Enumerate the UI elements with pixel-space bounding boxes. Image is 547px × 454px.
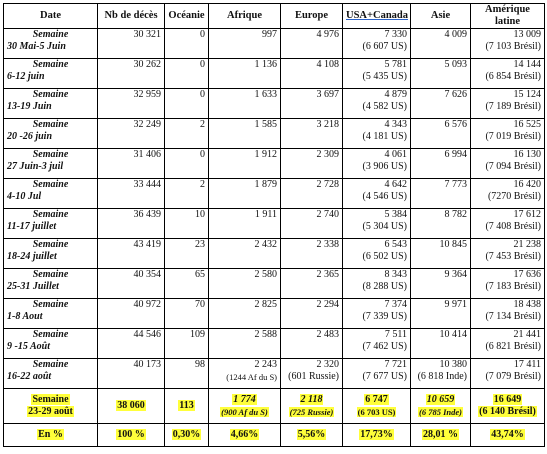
- date-cell: [4, 119, 98, 149]
- usa-canada-cell: [343, 239, 411, 269]
- oceanie-cell-value: 0: [200, 149, 205, 160]
- amerique-latine-cell-detail: (7 408 Brésil): [485, 221, 541, 232]
- amerique-latine-cell-detail: (7 079 Brésil): [485, 371, 541, 382]
- afrique-cell: [209, 149, 281, 179]
- percent-asie: [411, 424, 471, 447]
- amerique-latine-cell: [471, 239, 545, 269]
- table-row: [4, 269, 545, 299]
- header-oceanie: Océanie: [165, 4, 209, 29]
- amerique-latine-cell-detail: (7 189 Brésil): [485, 101, 541, 112]
- afrique-cell-value: 2 243: [254, 359, 277, 370]
- header-afrique: Afrique: [209, 4, 281, 29]
- europe-cell: [281, 269, 343, 299]
- asie-cell: [411, 239, 471, 269]
- table-body: [4, 29, 545, 447]
- asie-cell: [411, 119, 471, 149]
- percent-asie-value: 28,01 %: [423, 429, 458, 440]
- usa-canada-cell: [343, 149, 411, 179]
- table-row: [4, 59, 545, 89]
- usa-canada-cell-detail: (6 607 US): [362, 41, 407, 52]
- deaths-cell-value: 36 439: [133, 209, 161, 220]
- oceanie-cell-value: 2: [200, 119, 205, 130]
- asie-cell: [411, 329, 471, 359]
- usa-canada-cell: [343, 299, 411, 329]
- summary-oceanie-value: 113: [179, 400, 194, 411]
- table-row: [4, 239, 545, 269]
- summary-date-line2: 23-29 août: [28, 406, 73, 417]
- deaths-cell-value: 43 419: [133, 239, 161, 250]
- usa-canada-cell-value: 4 642: [384, 179, 407, 190]
- date-cell: [4, 89, 98, 119]
- summary-afrique: [209, 389, 281, 424]
- usa-canada-cell-value: 7 330: [384, 29, 407, 40]
- amerique-latine-cell: [471, 89, 545, 119]
- table-row: [4, 359, 545, 389]
- usa-canada-cell: [343, 29, 411, 59]
- deaths-cell-value: 32 959: [133, 89, 161, 100]
- date-cell-detail: 11-17 juillet: [7, 221, 57, 232]
- amerique-latine-cell: [471, 359, 545, 389]
- date-cell: [4, 269, 98, 299]
- summary-europe-value: 2 118: [300, 393, 323, 405]
- deaths-cell: [98, 89, 165, 119]
- asie-cell-value: 6 994: [444, 149, 467, 160]
- date-cell: [4, 29, 98, 59]
- europe-cell-value: 2 320: [316, 359, 339, 370]
- oceanie-cell: [165, 59, 209, 89]
- table-row: [4, 329, 545, 359]
- oceanie-cell: [165, 209, 209, 239]
- usa-canada-cell: [343, 359, 411, 389]
- header-amerique-latine: Amérique latine: [471, 4, 545, 29]
- afrique-cell-value: 2 432: [254, 239, 277, 250]
- summary-usa-value: 6 747: [365, 393, 388, 405]
- amerique-latine-cell-detail: (7 094 Brésil): [485, 161, 541, 172]
- date-cell: [4, 329, 98, 359]
- summary-asie: [411, 389, 471, 424]
- deaths-cell: [98, 269, 165, 299]
- afrique-cell-value: 1 912: [254, 149, 277, 160]
- europe-cell: [281, 359, 343, 389]
- europe-cell: [281, 149, 343, 179]
- amerique-latine-cell-value: 16 525: [513, 119, 541, 130]
- oceanie-cell: [165, 239, 209, 269]
- usa-canada-cell-value: 4 879: [384, 89, 407, 100]
- europe-cell-value: 2 728: [316, 179, 339, 190]
- amerique-latine-cell-detail: (7 134 Brésil): [485, 311, 541, 322]
- percent-label-text: En %: [38, 429, 63, 440]
- asie-cell-value: 4 009: [444, 29, 467, 40]
- usa-canada-cell-detail: (7 339 US): [362, 311, 407, 322]
- afrique-cell-value: 2 825: [254, 299, 277, 310]
- asie-cell-value: 9 971: [444, 299, 467, 310]
- date-cell-detail: 13-19 Juin: [7, 101, 52, 112]
- percent-afrique: [209, 424, 281, 447]
- summary-afrique-detail: (900 Af du S): [221, 406, 268, 417]
- date-cell-value: Semaine: [32, 59, 69, 70]
- europe-cell: [281, 209, 343, 239]
- usa-canada-cell-detail: (4 582 US): [362, 101, 407, 112]
- date-cell-value: Semaine: [32, 359, 69, 370]
- afrique-cell: [209, 59, 281, 89]
- date-cell: [4, 179, 98, 209]
- usa-canada-cell-value: 5 384: [384, 209, 407, 220]
- summary-asie-value: 10 659: [426, 393, 455, 405]
- asie-cell-value: 6 576: [444, 119, 467, 130]
- usa-canada-cell: [343, 59, 411, 89]
- oceanie-cell-value: 10: [195, 209, 205, 220]
- asie-cell: [411, 179, 471, 209]
- oceanie-cell-value: 0: [200, 89, 205, 100]
- usa-canada-cell-value: 4 343: [384, 119, 407, 130]
- deaths-cell: [98, 29, 165, 59]
- asie-cell-value: 7 773: [444, 179, 467, 190]
- usa-canada-cell-detail: (7 677 US): [362, 371, 407, 382]
- usa-canada-cell: [343, 89, 411, 119]
- amerique-latine-cell-detail: (7 183 Brésil): [485, 281, 541, 292]
- afrique-cell: [209, 269, 281, 299]
- deaths-cell-value: 30 321: [133, 29, 161, 40]
- percent-label: [4, 424, 98, 447]
- date-cell-detail: 27 Juin-3 juil: [7, 161, 64, 172]
- deaths-cell: [98, 119, 165, 149]
- header-asie: Asie: [411, 4, 471, 29]
- afrique-cell: [209, 209, 281, 239]
- date-cell-value: Semaine: [32, 209, 69, 220]
- amerique-latine-cell-value: 16 130: [513, 149, 541, 160]
- usa-canada-cell: [343, 179, 411, 209]
- afrique-cell-value: 1 136: [254, 59, 277, 70]
- deaths-cell-value: 30 262: [133, 59, 161, 70]
- amerique-latine-cell-detail: (7270 Brésil): [487, 191, 541, 202]
- amerique-latine-cell-detail: (6 821 Brésil): [485, 341, 541, 352]
- date-cell-detail: 30 Mai-5 Juin: [7, 41, 66, 52]
- header-usa-canada: [343, 4, 411, 29]
- usa-canada-cell-value: 5 781: [384, 59, 407, 70]
- oceanie-cell: [165, 299, 209, 329]
- amerique-latine-cell: [471, 29, 545, 59]
- date-cell-detail: 6-12 juin: [7, 71, 45, 82]
- percent-europe-value: 5,56%: [297, 429, 326, 440]
- afrique-cell-value: 997: [262, 29, 277, 40]
- europe-cell: [281, 239, 343, 269]
- date-cell-value: Semaine: [32, 239, 69, 250]
- header-row: [4, 4, 545, 29]
- amerique-latine-cell-value: 13 009: [513, 29, 541, 40]
- summary-latine-value: 16 649: [493, 394, 522, 405]
- date-cell: [4, 149, 98, 179]
- amerique-latine-cell-detail: (7 019 Brésil): [485, 131, 541, 142]
- date-cell-detail: 25-31 Juillet: [7, 281, 59, 292]
- deaths-cell-value: 31 406: [133, 149, 161, 160]
- afrique-cell: [209, 359, 281, 389]
- amerique-latine-cell-value: 17 612: [513, 209, 541, 220]
- summary-amerique-latine: [471, 389, 545, 424]
- usa-canada-cell-detail: (4 181 US): [362, 131, 407, 142]
- usa-canada-cell-detail: (6 502 US): [362, 251, 407, 262]
- summary-usa-detail: (6 703 US): [357, 406, 396, 417]
- date-cell-detail: 18-24 juillet: [7, 251, 57, 262]
- summary-europe: [281, 389, 343, 424]
- deaths-cell: [98, 59, 165, 89]
- percent-oceanie: [165, 424, 209, 447]
- date-cell-value: Semaine: [32, 29, 69, 40]
- asie-cell: [411, 209, 471, 239]
- usa-canada-cell-detail: (4 546 US): [362, 191, 407, 202]
- date-cell-detail: 16-22 août: [7, 371, 52, 382]
- summary-usa-canada: [343, 389, 411, 424]
- usa-canada-cell-value: 8 343: [384, 269, 407, 280]
- date-cell-detail: 1-8 Aout: [7, 311, 43, 322]
- usa-canada-cell: [343, 269, 411, 299]
- summary-afrique-value: 1 774: [233, 393, 256, 405]
- oceanie-cell-value: 65: [195, 269, 205, 280]
- asie-cell: [411, 29, 471, 59]
- europe-cell-detail: (601 Russie): [288, 371, 339, 382]
- europe-cell: [281, 89, 343, 119]
- usa-canada-cell-detail: (5 435 US): [362, 71, 407, 82]
- oceanie-cell-value: 70: [195, 299, 205, 310]
- date-cell-value: Semaine: [32, 329, 69, 340]
- date-cell: [4, 359, 98, 389]
- europe-cell: [281, 179, 343, 209]
- usa-canada-cell-value: 7 721: [384, 359, 407, 370]
- europe-cell: [281, 59, 343, 89]
- europe-cell: [281, 329, 343, 359]
- deaths-cell-value: 40 972: [133, 299, 161, 310]
- deaths-cell: [98, 299, 165, 329]
- table-row: [4, 119, 545, 149]
- afrique-cell: [209, 89, 281, 119]
- afrique-cell-value: 1 911: [254, 209, 277, 220]
- usa-canada-cell-value: 7 374: [384, 299, 407, 310]
- percent-afrique-value: 4,66%: [230, 429, 259, 440]
- summary-asie-detail: (6 785 Inde): [419, 406, 462, 417]
- date-cell-value: Semaine: [32, 149, 69, 160]
- oceanie-cell-value: 0: [200, 59, 205, 70]
- summary-latine-detail: (6 140 Brésil): [479, 406, 536, 417]
- europe-cell-value: 3 697: [316, 89, 339, 100]
- summary-deaths: [98, 389, 165, 424]
- oceanie-cell: [165, 119, 209, 149]
- deaths-cell: [98, 209, 165, 239]
- oceanie-cell: [165, 89, 209, 119]
- usa-canada-cell-value: 7 511: [384, 329, 407, 340]
- deaths-cell-value: 40 354: [133, 269, 161, 280]
- usa-canada-cell-detail: (7 462 US): [362, 341, 407, 352]
- europe-cell-value: 2 338: [316, 239, 339, 250]
- date-cell: [4, 299, 98, 329]
- table-row: [4, 209, 545, 239]
- table-row: [4, 149, 545, 179]
- asie-cell-detail: (6 818 Inde): [417, 371, 467, 382]
- asie-cell-value: 7 626: [444, 89, 467, 100]
- deaths-cell: [98, 329, 165, 359]
- deaths-cell: [98, 239, 165, 269]
- afrique-cell-value: 1 633: [254, 89, 277, 100]
- oceanie-cell-value: 2: [200, 179, 205, 190]
- percent-row: [4, 424, 545, 447]
- asie-cell-value: 8 782: [444, 209, 467, 220]
- europe-cell-value: 4 108: [316, 59, 339, 70]
- header-usa-canada-label: USA+Canada: [346, 10, 409, 21]
- percent-latine-value: 43,74%: [491, 429, 524, 440]
- deaths-cell-value: 44 546: [133, 329, 161, 340]
- afrique-cell-detail: (1244 Af du S): [226, 372, 277, 382]
- oceanie-cell: [165, 29, 209, 59]
- amerique-latine-cell-detail: (7 103 Brésil): [485, 41, 541, 52]
- asie-cell: [411, 359, 471, 389]
- summary-deaths-value: 38 060: [117, 400, 145, 411]
- asie-cell-value: 10 380: [439, 359, 467, 370]
- europe-cell-value: 2 309: [316, 149, 339, 160]
- oceanie-cell-value: 98: [195, 359, 205, 370]
- percent-usa-canada: [343, 424, 411, 447]
- deaths-cell-value: 33 444: [133, 179, 161, 190]
- amerique-latine-cell-value: 18 438: [513, 299, 541, 310]
- afrique-cell-value: 2 588: [254, 329, 277, 340]
- europe-cell-value: 2 740: [316, 209, 339, 220]
- oceanie-cell-value: 109: [190, 329, 205, 340]
- oceanie-cell: [165, 149, 209, 179]
- oceanie-cell: [165, 269, 209, 299]
- percent-deaths-value: 100 %: [117, 429, 145, 440]
- afrique-cell: [209, 29, 281, 59]
- usa-canada-cell-detail: (3 906 US): [362, 161, 407, 172]
- deaths-cell-value: 32 249: [133, 119, 161, 130]
- afrique-cell-value: 1 879: [254, 179, 277, 190]
- amerique-latine-cell-detail: (6 854 Brésil): [485, 71, 541, 82]
- usa-canada-cell: [343, 209, 411, 239]
- deaths-cell: [98, 149, 165, 179]
- amerique-latine-cell-value: 14 144: [513, 59, 541, 70]
- usa-canada-cell-detail: (8 288 US): [362, 281, 407, 292]
- usa-canada-cell: [343, 329, 411, 359]
- europe-cell-value: 2 483: [316, 329, 339, 340]
- percent-deaths: [98, 424, 165, 447]
- summary-date-cell: [4, 389, 98, 424]
- amerique-latine-cell-value: 17 411: [513, 359, 541, 370]
- date-cell-value: Semaine: [32, 179, 69, 190]
- date-cell-detail: 20 -26 juin: [7, 131, 53, 142]
- oceanie-cell: [165, 329, 209, 359]
- date-cell-value: Semaine: [32, 89, 69, 100]
- amerique-latine-cell: [471, 119, 545, 149]
- amerique-latine-cell-value: 21 441: [513, 329, 541, 340]
- amerique-latine-cell-value: 15 124: [513, 89, 541, 100]
- table-row: [4, 29, 545, 59]
- oceanie-cell: [165, 179, 209, 209]
- oceanie-cell: [165, 359, 209, 389]
- amerique-latine-cell-detail: (7 453 Brésil): [485, 251, 541, 262]
- asie-cell-value: 9 364: [444, 269, 467, 280]
- date-cell: [4, 209, 98, 239]
- date-cell-detail: 4-10 Jul: [7, 191, 42, 202]
- header-europe: Europe: [281, 4, 343, 29]
- date-cell-detail: 9 -15 Août: [7, 341, 50, 352]
- usa-canada-cell-value: 6 543: [384, 239, 407, 250]
- afrique-cell: [209, 329, 281, 359]
- table-row: [4, 89, 545, 119]
- europe-cell: [281, 119, 343, 149]
- table-row: [4, 179, 545, 209]
- afrique-cell: [209, 119, 281, 149]
- summary-europe-detail: (725 Russie): [289, 406, 334, 417]
- europe-cell: [281, 29, 343, 59]
- deaths-cell: [98, 179, 165, 209]
- date-cell-value: Semaine: [32, 119, 69, 130]
- amerique-latine-cell-value: 16 420: [513, 179, 541, 190]
- date-cell-value: Semaine: [32, 299, 69, 310]
- afrique-cell-value: 1 585: [254, 119, 277, 130]
- deaths-by-region-table: [3, 3, 545, 447]
- usa-canada-cell: [343, 119, 411, 149]
- asie-cell: [411, 269, 471, 299]
- asie-cell: [411, 89, 471, 119]
- percent-usa-value: 17,73%: [360, 429, 393, 440]
- europe-cell-value: 2 365: [316, 269, 339, 280]
- oceanie-cell-value: 23: [195, 239, 205, 250]
- amerique-latine-cell: [471, 269, 545, 299]
- table-row: [4, 299, 545, 329]
- europe-cell-value: 3 218: [316, 119, 339, 130]
- percent-amerique-latine: [471, 424, 545, 447]
- header-deaths: Nb de décès: [98, 4, 165, 29]
- asie-cell-value: 5 093: [444, 59, 467, 70]
- amerique-latine-cell: [471, 179, 545, 209]
- amerique-latine-cell: [471, 149, 545, 179]
- europe-cell: [281, 299, 343, 329]
- amerique-latine-cell-value: 21 238: [513, 239, 541, 250]
- summary-row: [4, 389, 545, 424]
- amerique-latine-cell: [471, 59, 545, 89]
- asie-cell-value: 10 845: [439, 239, 467, 250]
- asie-cell-value: 10 414: [439, 329, 467, 340]
- header-date: Date: [4, 4, 98, 29]
- deaths-cell-value: 40 173: [133, 359, 161, 370]
- europe-cell-value: 4 976: [316, 29, 339, 40]
- percent-oceanie-value: 0,30%: [172, 429, 201, 440]
- asie-cell: [411, 299, 471, 329]
- amerique-latine-cell: [471, 209, 545, 239]
- afrique-cell: [209, 239, 281, 269]
- afrique-cell: [209, 299, 281, 329]
- date-cell: [4, 59, 98, 89]
- usa-canada-cell-detail: (5 304 US): [362, 221, 407, 232]
- summary-date-line1: Semaine: [32, 394, 69, 405]
- amerique-latine-cell: [471, 329, 545, 359]
- deaths-cell: [98, 359, 165, 389]
- afrique-cell-value: 2 580: [254, 269, 277, 280]
- usa-canada-cell-value: 4 061: [384, 149, 407, 160]
- percent-europe: [281, 424, 343, 447]
- date-cell: [4, 239, 98, 269]
- asie-cell: [411, 149, 471, 179]
- amerique-latine-cell: [471, 299, 545, 329]
- afrique-cell: [209, 179, 281, 209]
- oceanie-cell-value: 0: [200, 29, 205, 40]
- asie-cell: [411, 59, 471, 89]
- date-cell-value: Semaine: [32, 269, 69, 280]
- summary-oceanie: [165, 389, 209, 424]
- amerique-latine-cell-value: 17 636: [513, 269, 541, 280]
- europe-cell-value: 2 294: [316, 299, 339, 310]
